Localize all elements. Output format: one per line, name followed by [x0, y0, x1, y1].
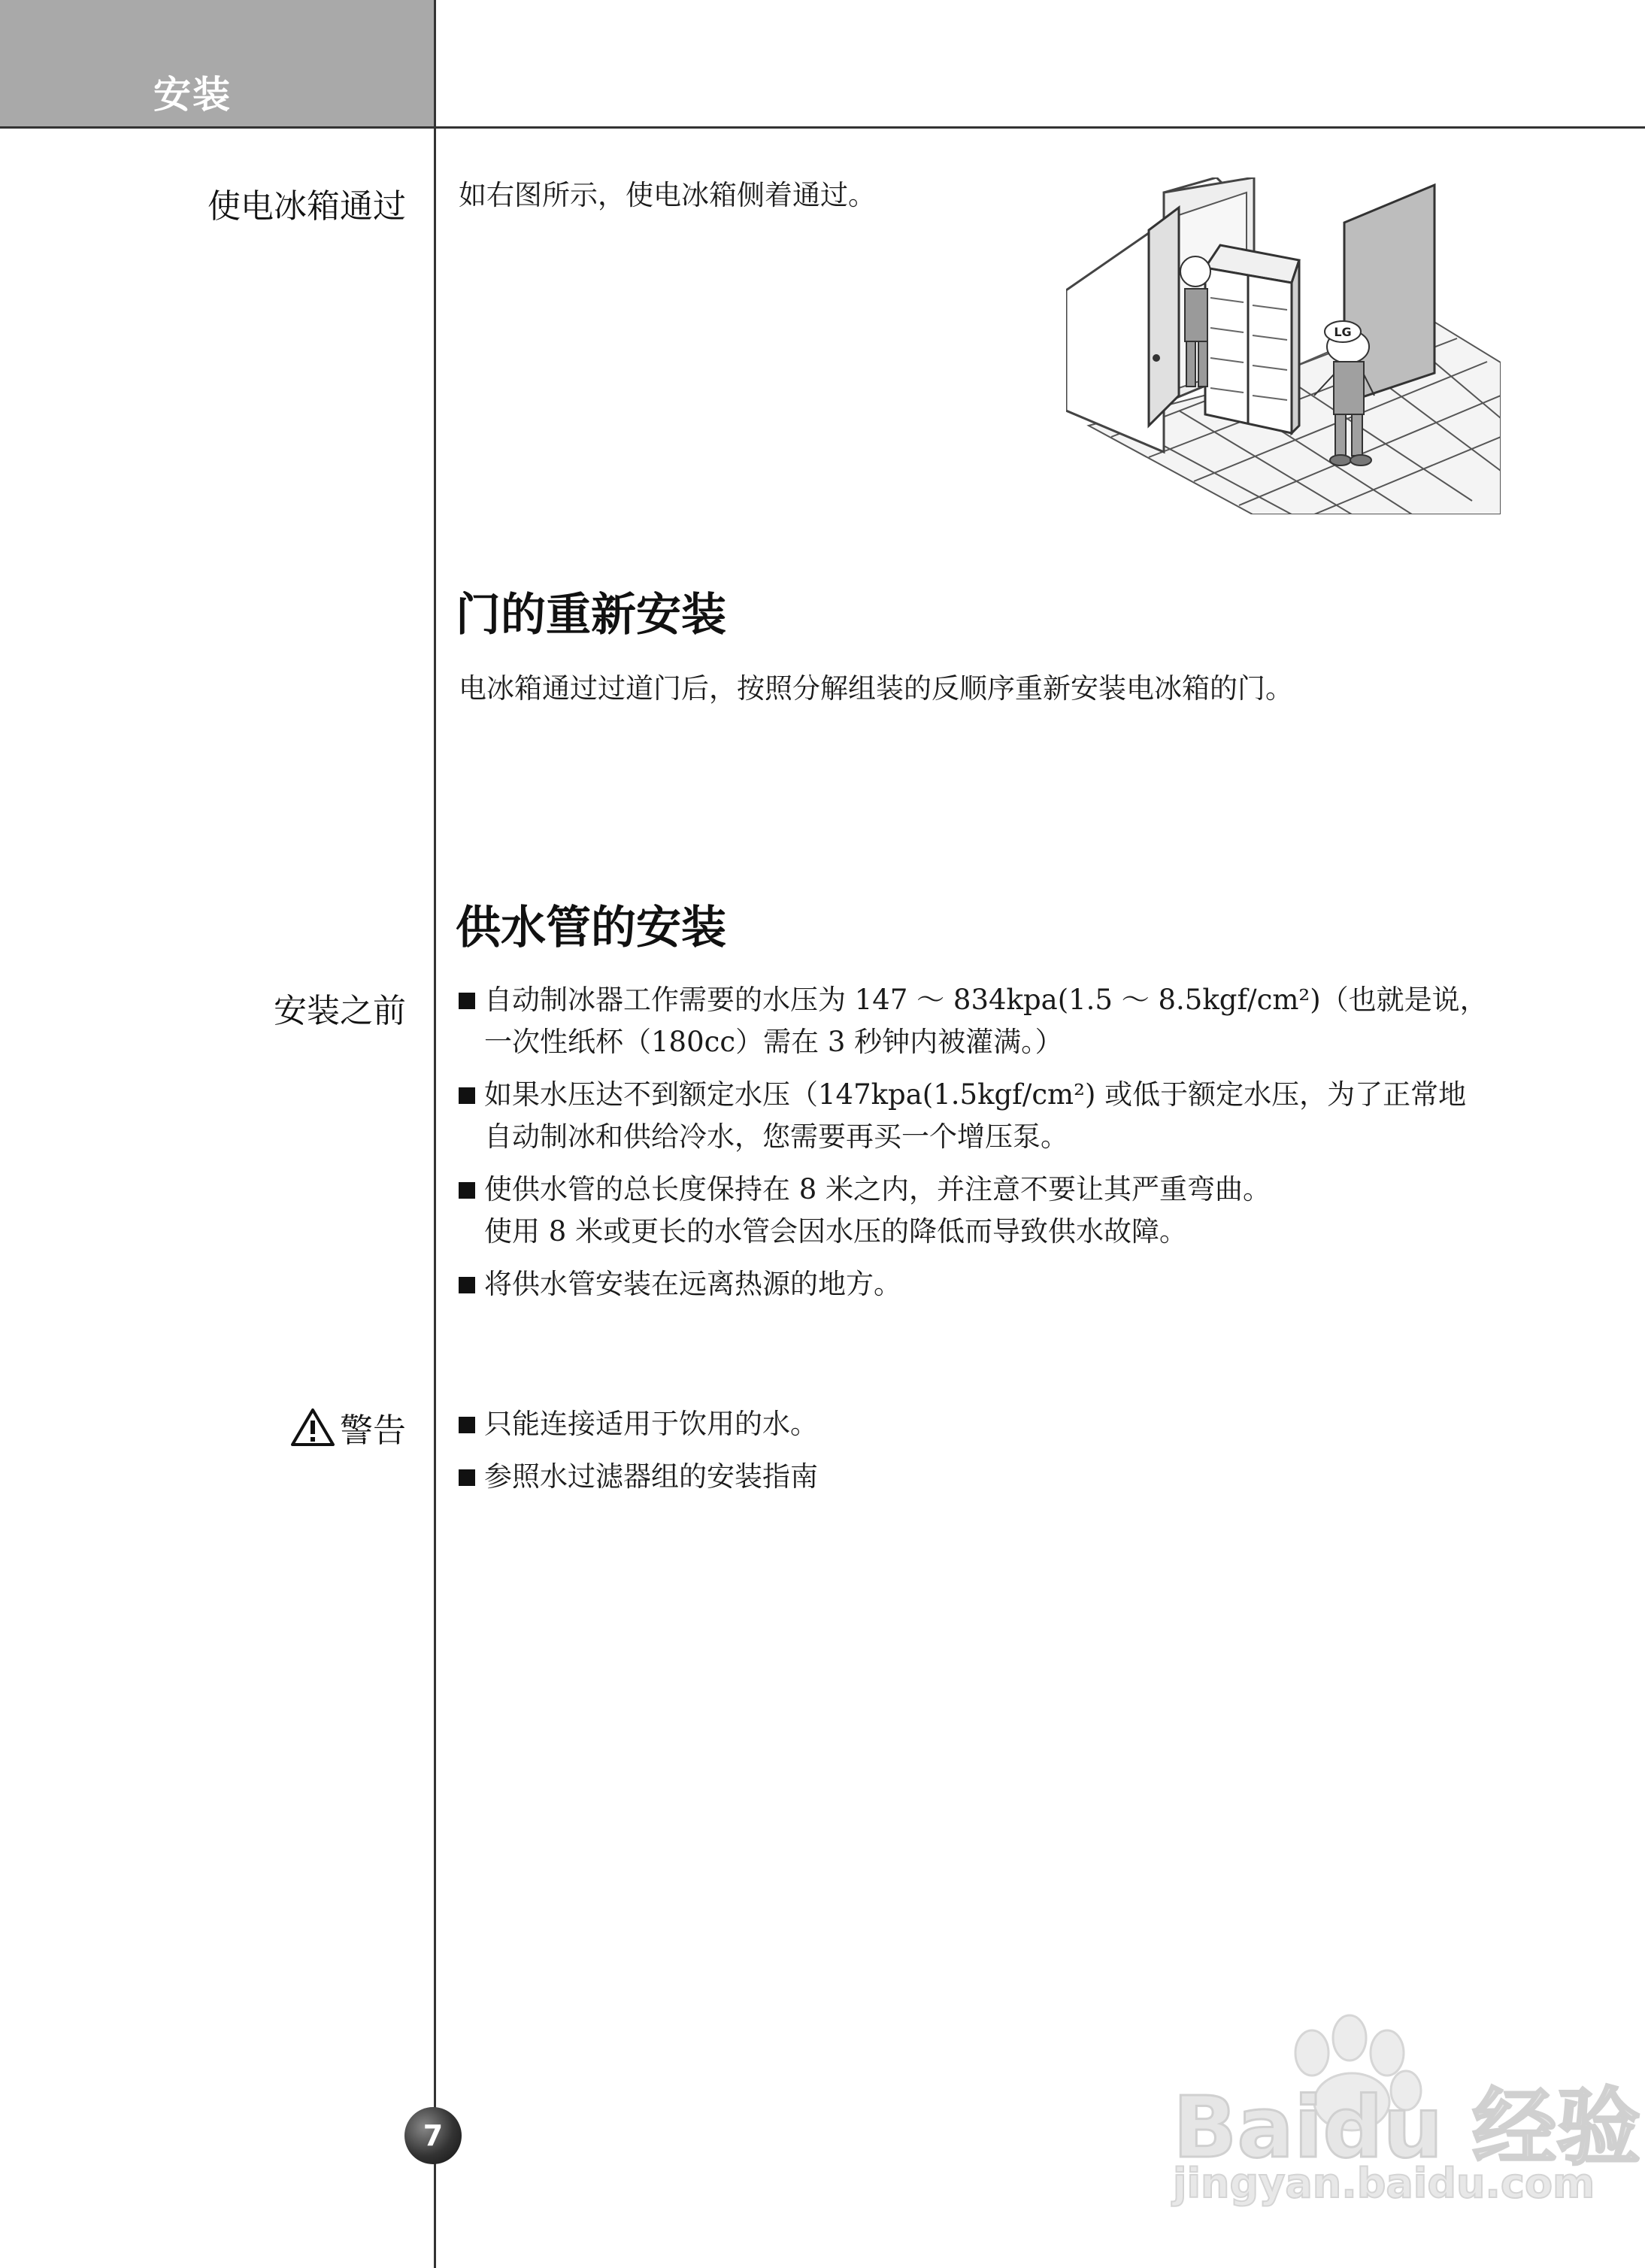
- warning-label-row: [290, 1403, 406, 1451]
- bullet-square-icon: [459, 1469, 475, 1486]
- moving-fridge-text: 如右图所示，使电冰箱侧着通过。: [459, 179, 876, 211]
- bullet-square-icon: [459, 1277, 475, 1293]
- page-number: 7: [404, 2107, 462, 2164]
- section-tab: [0, 0, 435, 126]
- bullet-square-icon: [459, 1417, 475, 1433]
- bullet-square-icon: [459, 1182, 475, 1199]
- fridge-doorway-illustration: [1066, 177, 1501, 514]
- list-item: 自动制冰器工作需要的水压为 147 ～ 834kpa(1.5 ～ 8.5kgf/cm²)（也就是说， 一次性纸杯（180cc）需在 3 秒钟内被灌满。）: [459, 979, 1571, 1063]
- section-tab-label: 安装: [153, 73, 232, 117]
- watermark-brand: Baidu 经验: [1173, 2079, 1641, 2177]
- column-divider: [434, 0, 436, 2268]
- list-item: 将供水管安装在远离热源的地方。: [459, 1263, 1571, 1305]
- list-item: 只能连接适用于饮用的水。: [459, 1403, 1571, 1445]
- list-item: 参照水过滤器组的安装指南: [459, 1456, 1571, 1498]
- list-item: 如果水压达不到额定水压（147kpa(1.5kgf/cm²) 或低于额定水压，为了正常地 自动制冰和供给冷水，您需要再买一个增压泵。: [459, 1074, 1571, 1158]
- heading-door-reinstall: 门的重新安装: [456, 589, 726, 641]
- watermark-url: jingyan.baidu.com: [1173, 2160, 1595, 2207]
- warning-label: 警告: [340, 1411, 406, 1450]
- warning-triangle-icon: [290, 1408, 335, 1447]
- list-item: 使供水管的总长度保持在 8 米之内，并注意不要让其严重弯曲。 使用 8 米或更长的水管会因水压的降低而导致供水故障。: [459, 1169, 1571, 1253]
- bullet-square-icon: [459, 993, 475, 1009]
- header-rule: [0, 126, 1645, 129]
- mascot-badge: LG: [1334, 325, 1352, 339]
- side-label-moving-fridge: 使电冰箱通过: [208, 187, 406, 226]
- heading-water-pipe-install: 供水管的安装: [456, 902, 726, 954]
- bullet-square-icon: [459, 1087, 475, 1104]
- before-install-list: [459, 979, 1571, 1316]
- warning-list: [459, 1403, 1571, 1508]
- side-label-before-install: 安装之前: [274, 992, 406, 1030]
- door-reinstall-text: 电冰箱通过过道门后，按照分解组装的反顺序重新安装电冰箱的门。: [459, 672, 1293, 705]
